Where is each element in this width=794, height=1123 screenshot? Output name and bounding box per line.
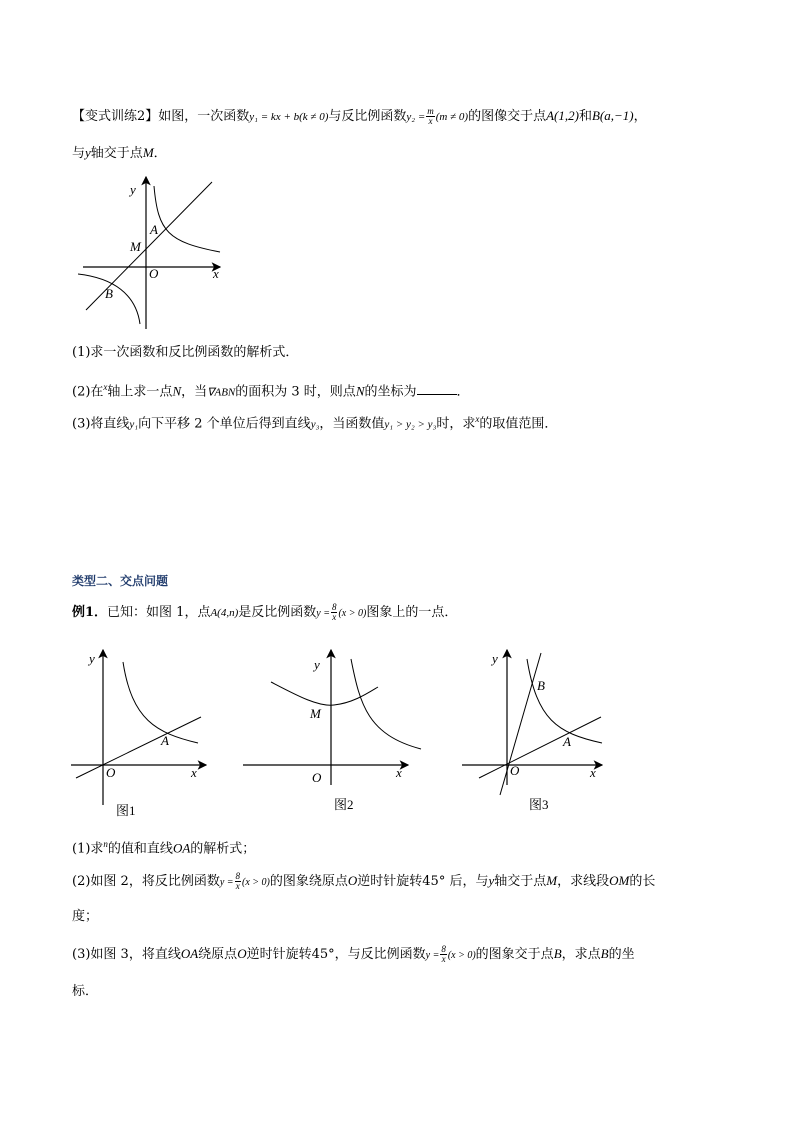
svg-text:x: x xyxy=(590,765,596,780)
hyperbola xyxy=(123,662,198,743)
svg-text:O: O xyxy=(106,765,116,780)
svg-text:O: O xyxy=(312,770,322,785)
fraction-m-over-x: $\frac{m}{x}$ xyxy=(427,106,434,126)
svg-text:y: y xyxy=(314,657,320,672)
example-q3: (3)如图 3，将直线OA绕原点O逆时针旋转45°，与反比例函数y = $\frac{8}{x}$ (x > 0)的图象交于点B，求点B的坐 xyxy=(72,944,635,964)
label-x: x xyxy=(213,266,219,281)
svg-text:M: M xyxy=(310,706,321,721)
figure-2 xyxy=(238,645,428,820)
section-header: 类型二、交点问题 xyxy=(72,574,169,588)
fig1-caption: 图1 xyxy=(116,803,136,818)
figure-1 xyxy=(66,645,216,820)
variant-q2: (2)在$^x$轴上求一点N，当∇ABN的面积为 3 时，则点N的坐标为 ． xyxy=(72,382,470,400)
variant-q1: (1)求一次函数和反比例函数的解析式． xyxy=(72,345,299,360)
svg-text:A: A xyxy=(161,733,169,748)
example-q2-cont: 度； xyxy=(72,909,99,924)
example-q3-cont: 标． xyxy=(72,984,99,999)
svg-text:B: B xyxy=(537,678,545,693)
line-OB xyxy=(500,653,541,795)
variant-q3: (3)将直线y₁向下平移 2 个单位后得到直线y₃，当函数值y₁ > y₂ > y₃时，求$^x$的取值范围． xyxy=(72,414,558,432)
rotated-hyperbola-right xyxy=(351,659,421,749)
hyperbola-branch-1 xyxy=(154,186,220,252)
fig3-caption: 图3 xyxy=(529,797,549,812)
svg-text:x: x xyxy=(396,765,402,780)
example-stem: 例1．已知：如图 1，点A(4,n)是反比例函数y = $\frac{8}{x}$ (x > 0)图象上的一点． xyxy=(72,602,458,622)
svg-text:y: y xyxy=(89,651,95,666)
line-OA xyxy=(479,717,601,778)
svg-text:A: A xyxy=(563,734,571,749)
fraction-8-over-x: $\frac{8}{x}$ xyxy=(331,602,337,622)
example-q1: (1)求$^n$的值和直线OA的解析式； xyxy=(72,839,256,857)
point-a: A(1,2) xyxy=(546,108,579,123)
label-y: y xyxy=(130,182,136,197)
label-M: M xyxy=(130,239,141,254)
label-O: O xyxy=(149,266,159,281)
label-B: B xyxy=(105,286,113,301)
fig2-caption: 图2 xyxy=(334,797,354,812)
svg-text:O: O xyxy=(510,763,520,778)
example-q2: (2)如图 2，将反比例函数y = $\frac{8}{x}$ (x > 0)的图象绕原点O逆时针旋转45° 后，与y轴交于点M，求线段OM的长 xyxy=(72,871,656,891)
linear-function-expr: y₁ = kx + b(k ≠ 0) xyxy=(249,111,329,123)
svg-text:y: y xyxy=(492,651,498,666)
point-b: B(a,−1) xyxy=(591,108,634,123)
variant-stem-line2: 与y轴交于点M． xyxy=(72,145,167,161)
variant-stem-line1: 【变式训练2】如图，一次函数y₁ = kx + b(k ≠ 0)与反比例函数y₂ = $\frac{m}{x}$ (m ≠ 0)的图像交于点A(1,2)和B(a,−1)， xyxy=(72,106,647,126)
svg-text:x: x xyxy=(191,765,197,780)
line-OA xyxy=(76,717,201,778)
variant-tag: 【变式训练2】 xyxy=(72,109,159,124)
figure-3 xyxy=(457,645,612,820)
answer-blank xyxy=(417,382,457,395)
hyperbola xyxy=(527,659,602,743)
variant-graph xyxy=(78,172,228,334)
label-A: A xyxy=(150,222,158,237)
